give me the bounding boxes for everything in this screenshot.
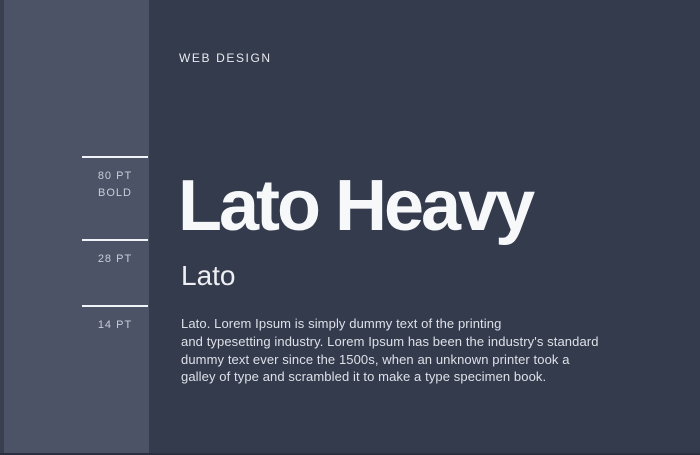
specimen-heading: Lato Heavy (178, 166, 533, 246)
specimen-paragraph (181, 315, 599, 386)
size-mark-80pt-weight: BOLD (98, 187, 132, 199)
paragraph-line-4: galley of type and scrambled it to make a type specimen book. (181, 369, 547, 385)
size-mark-28pt-size: 28 PT (97, 253, 133, 265)
paragraph-line-2: and typesetting industry. Lorem Ipsum has been the industry's standard (181, 333, 599, 349)
size-mark-80pt-size: 80 PT (97, 170, 133, 182)
specimen-subheading: Lato (181, 260, 236, 291)
size-mark-14pt-size: 14 PT (97, 319, 133, 331)
eyebrow-label: WEB DESIGN (179, 51, 272, 65)
paragraph-line-3: dummy text ever since the 1500s, when an unknown printer took a (181, 351, 570, 367)
paragraph-line-1: Lato. Lorem Ipsum is simply dummy text of the printing (181, 316, 502, 331)
